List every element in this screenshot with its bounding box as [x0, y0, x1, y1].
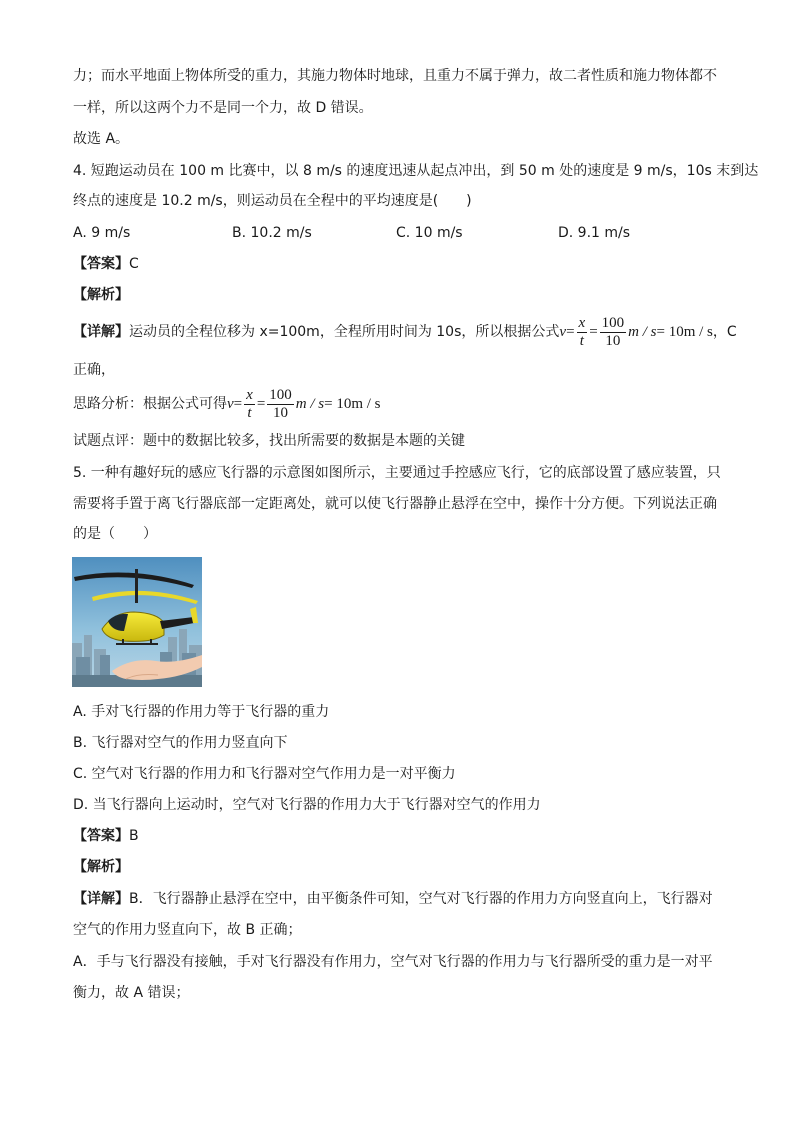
q4-detail-line2: 正确，	[73, 362, 115, 378]
thinking-text: 思路分析：根据公式可得	[73, 396, 227, 412]
q4-comment: 试题点评：题中的数据比较多，找出所需要的数据是本题的关键	[73, 433, 465, 449]
q4-analysis-tag: 【解析】	[73, 287, 129, 303]
question-5-stem: 5. 一种有趣好玩的感应飞行器的示意图如图所示，主要通过手控感应飞行，它的底部设置了感应装置，只	[73, 465, 721, 481]
q5-option-c: C. 空气对飞行器的作用力和飞行器对空气作用力是一对平衡力	[73, 766, 456, 782]
helicopter-photo	[72, 557, 202, 687]
q4-option-a: A. 9 m/s	[73, 225, 131, 241]
detail-tail: ，C	[712, 324, 737, 340]
q5-detail	[73, 889, 713, 909]
q5-detail-line: A．手与飞行器没有接触，手对飞行器没有作用力，空气对飞行器的作用力与飞行器所受的重力是一对平	[73, 954, 713, 970]
q4-option-d: D. 9.1 m/s	[558, 225, 631, 241]
q5-option-a: A. 手对飞行器的作用力等于飞行器的重力	[73, 704, 330, 720]
q5-detail-line: 衡力，故 A 错误；	[73, 985, 190, 1001]
formula: v= $\frac{x}{t}$ = $\frac{100}{10}$ m / s= 10m / s	[227, 387, 381, 422]
q4-option-c: C. 10 m/s	[396, 225, 463, 241]
question-5-stem: 的是（ ）	[73, 526, 157, 542]
detail-tag: 【详解】	[73, 891, 129, 907]
q5-detail-line: 空气的作用力竖直向下，故 B 正确；	[73, 922, 302, 938]
text-line: 力；而水平地面上物体所受的重力，其施力物体时地球，且重力不属于弹力，故二者性质和施力物体都不	[73, 68, 717, 84]
q4-option-b: B. 10.2 m/s	[232, 225, 312, 241]
formula: v= $\frac{x}{t}$ = $\frac{100}{10}$ m / s= 10m / s	[559, 315, 713, 350]
answer-tag: 【答案】	[73, 256, 129, 272]
detail-text: B．飞行器静止悬浮在空中，由平衡条件可知，空气对飞行器的作用力方向竖直向上，飞行器对	[129, 891, 713, 907]
answer-value: C	[129, 256, 139, 272]
q5-answer	[73, 826, 139, 846]
text-line: 一样，所以这两个力不是同一个力，故 D 错误。	[73, 100, 373, 116]
q4-thinking	[73, 385, 381, 423]
q5-option-b: B. 飞行器对空气的作用力竖直向下	[73, 735, 288, 751]
question-5-stem: 需要将手置于离飞行器底部一定距离处，就可以使飞行器静止悬浮在空中，操作十分方便。下列说法正确	[73, 496, 717, 512]
detail-text: 运动员的全程位移为 x=100m，全程所用时间为 10s，所以根据公式	[129, 324, 560, 340]
q4-detail	[73, 313, 737, 351]
q5-option-d: D. 当飞行器向上运动时，空气对飞行器的作用力大于飞行器对空气的作用力	[73, 797, 541, 813]
answer-value: B	[129, 828, 139, 844]
text-line: 故选 A。	[73, 131, 130, 147]
question-4-stem: 终点的速度是 10.2 m/s，则运动员在全程中的平均速度是( )	[73, 193, 472, 209]
detail-tag: 【详解】	[73, 324, 129, 340]
q4-answer	[73, 254, 139, 274]
question-4-stem: 4. 短跑运动员在 100 m 比赛中，以 8 m/s 的速度迅速从起点冲出，到 50 m 处的速度是 9 m/s，10s 末到达	[73, 163, 759, 179]
answer-tag: 【答案】	[73, 828, 129, 844]
q5-analysis-tag: 【解析】	[73, 859, 129, 875]
